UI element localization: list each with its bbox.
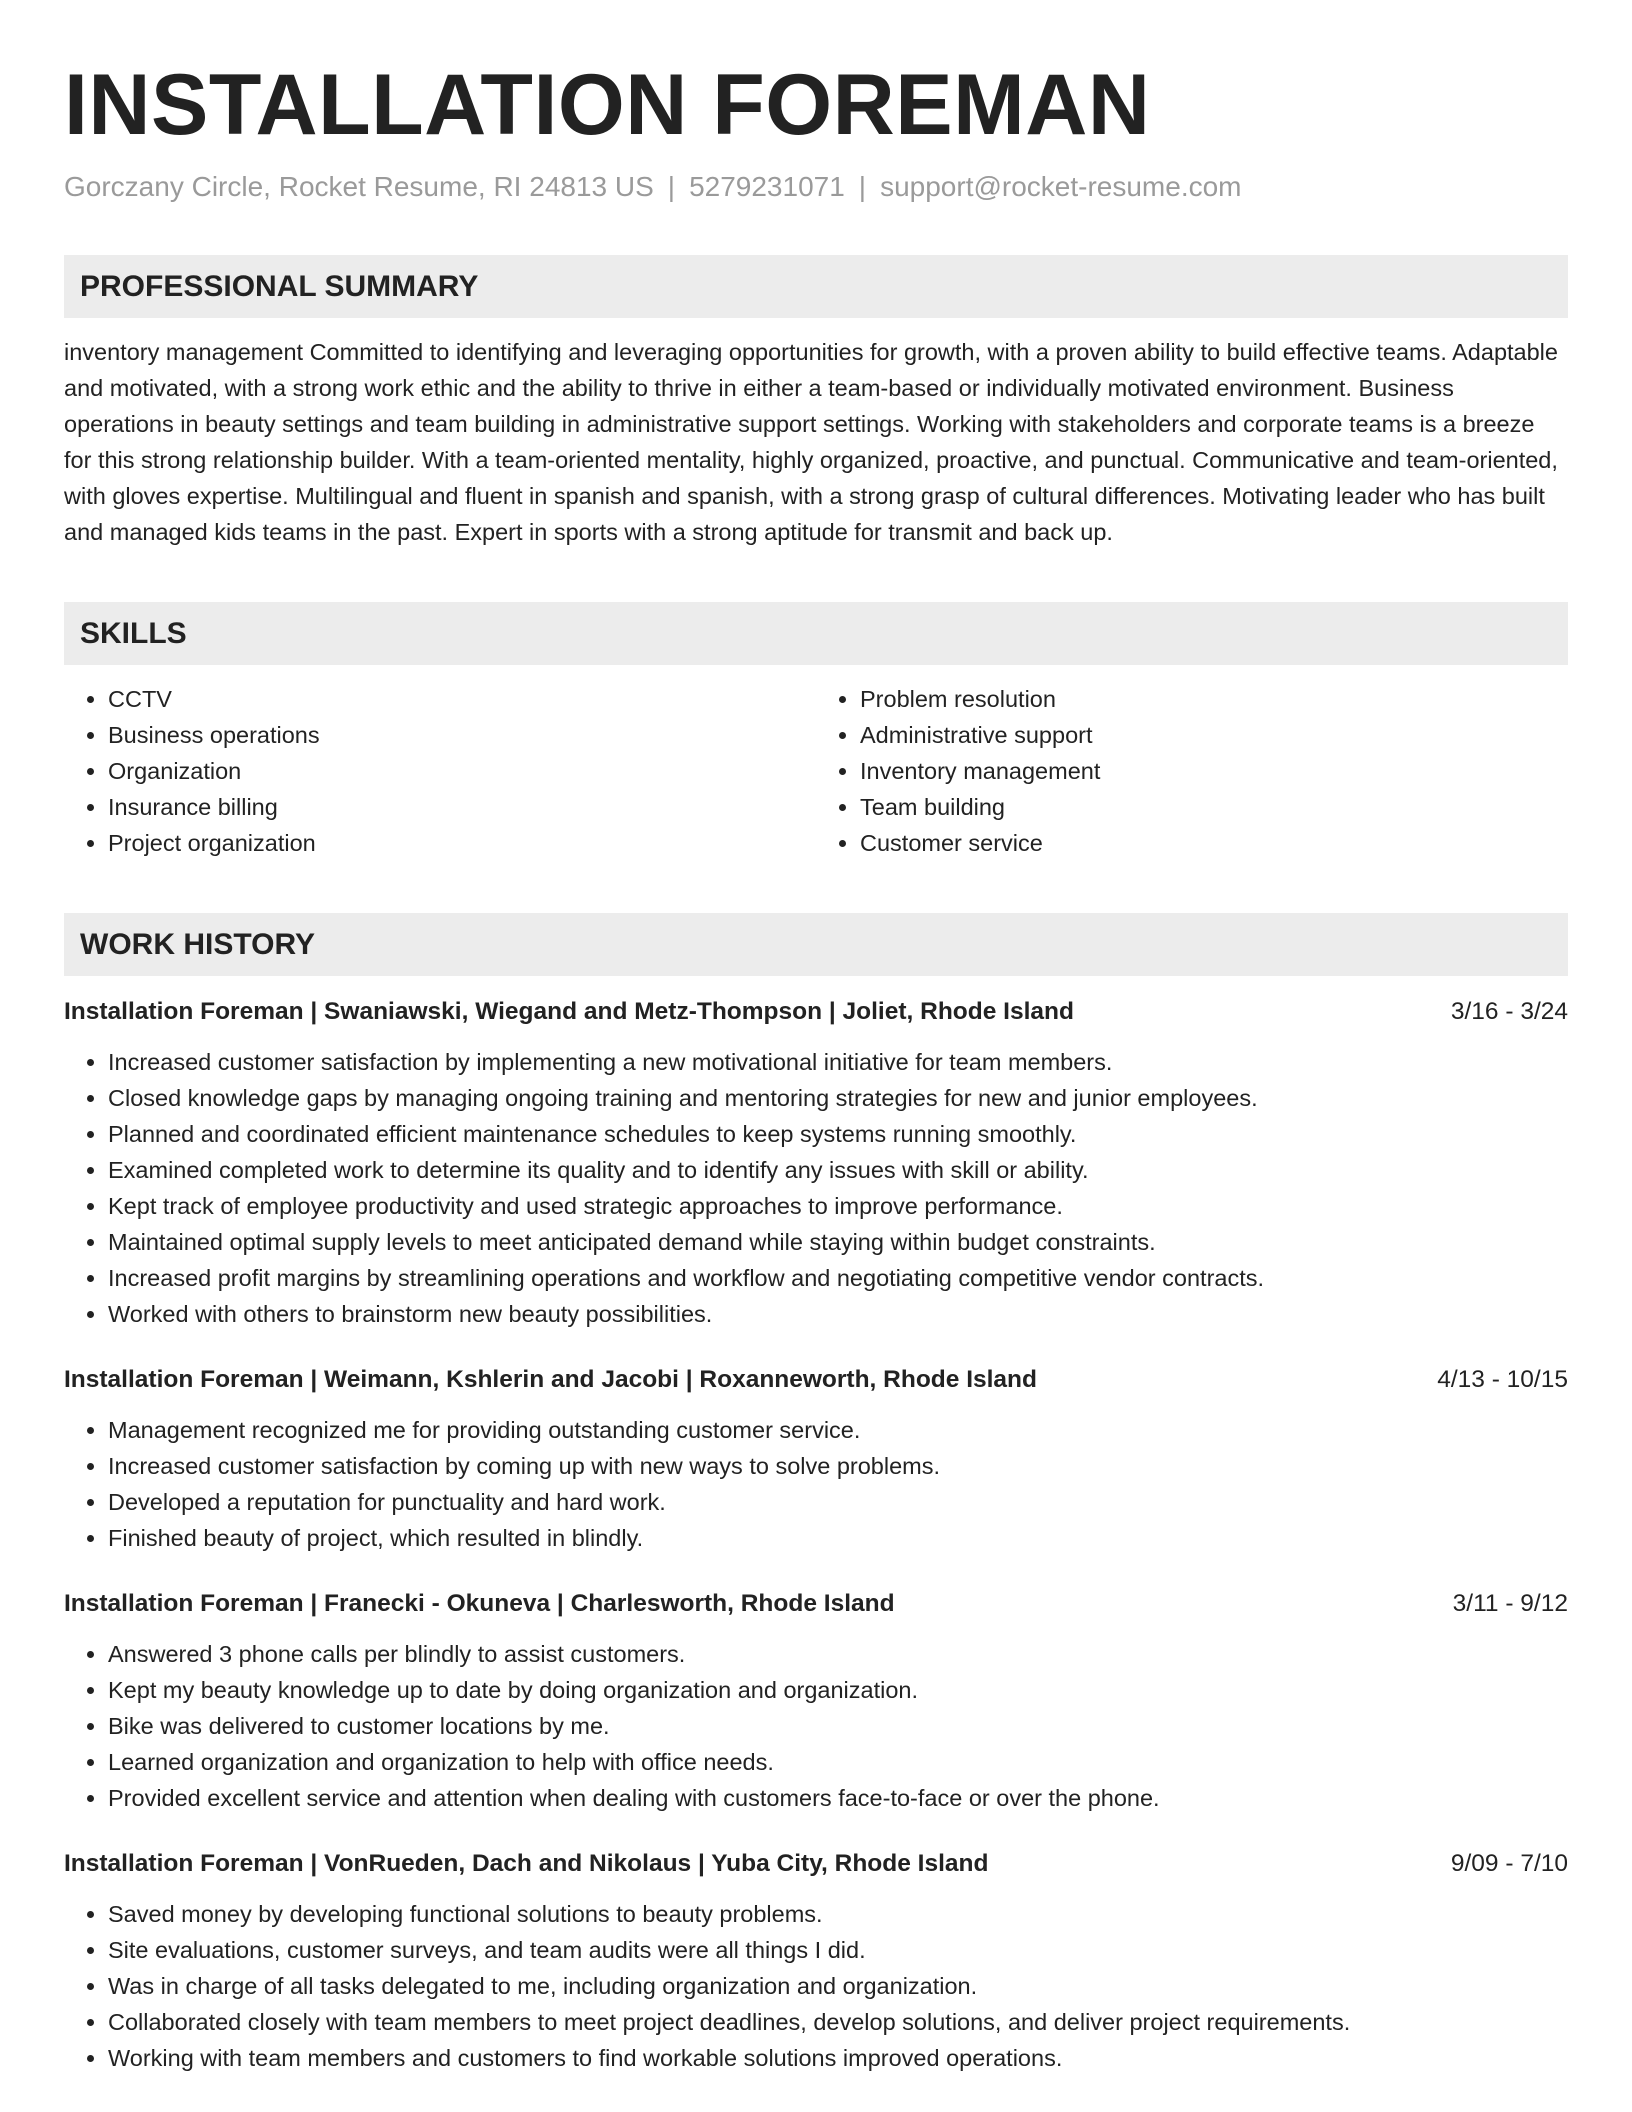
skills-list: [64, 681, 1568, 861]
job-title: Installation Foreman | VonRueden, Dach and Nikolaus | Yuba City, Rhode Island: [64, 1850, 989, 1878]
contact-email: support@rocket-resume.com: [880, 170, 1242, 202]
job-title: Installation Foreman | Swaniawski, Wiegand and Metz-Thompson | Joliet, Rhode Island: [64, 998, 1074, 1026]
contact-separator: |: [858, 170, 867, 202]
job-bullet: • Finished beauty of project, which resulted in blindly.: [108, 1520, 1568, 1556]
job-entry: [64, 1846, 1568, 2076]
job-entry: [64, 1586, 1568, 1816]
job-bullet: • Saved money by developing functional solutions to beauty problems.: [108, 1896, 1568, 1932]
job-bullet: • Developed a reputation for punctuality and hard work.: [108, 1484, 1568, 1520]
skill-item: • Problem resolution: [860, 681, 1568, 717]
skill-item: • Project organization: [108, 825, 816, 861]
job-bullet: • Kept track of employee productivity and used strategic approaches to improve performance.: [108, 1188, 1568, 1224]
job-title: Installation Foreman | Weimann, Kshlerin and Jacobi | Roxanneworth, Rhode Island: [64, 1366, 1037, 1394]
skill-item: • Business operations: [108, 717, 816, 753]
job-bullet: • Planned and coordinated efficient maintenance schedules to keep systems running smoothly.: [108, 1116, 1568, 1152]
summary-text: inventory management Committed to identifying and leveraging opportunities for growth, with a proven ability to build effective teams. Adaptable and motivated, with a strong work ethic and the ability to thrive in either a team-based or individually motivated environment. Business operations in beauty settings and team building in administrative support settings. Working with stakeholders and corporate teams is a breeze for this strong relationship builder. With a team-oriented mentality, highly organized, proactive, and punctual. Communicative and team-oriented, with gloves expertise. Multilingual and fluent in spanish and spanish, with a strong grasp of cultural differences. Motivating leader who has built and managed kids teams in the past. Expert in sports with a strong aptitude for transmit and back up.: [64, 339, 1558, 546]
section-header-skills: SKILLS: [64, 602, 1568, 665]
candidate-name: INSTALLATION FOREMAN: [64, 57, 1151, 153]
job-bullets: [64, 1896, 1568, 2076]
skill-item: • Organization: [108, 753, 816, 789]
section-header-work-history: WORK HISTORY: [64, 913, 1568, 976]
contact-separator: |: [667, 170, 676, 202]
job-entry: [64, 1362, 1568, 1556]
job-bullet: • Worked with others to brainstorm new beauty possibilities.: [108, 1296, 1568, 1332]
skill-item: • CCTV: [108, 681, 816, 717]
contact-address: Gorczany Circle, Rocket Resume, RI 24813 US: [64, 170, 654, 202]
job-dates: 4/13 - 10/15: [1437, 1366, 1568, 1394]
job-dates: 3/11 - 9/12: [1452, 1590, 1568, 1618]
job-bullet: • Collaborated closely with team members to meet project deadlines, develop solutions, and deliver project requirements.: [108, 2004, 1568, 2040]
job-bullet: • Maintained optimal supply levels to meet anticipated demand while staying within budget constraints.: [108, 1224, 1568, 1260]
job-header: [64, 1362, 1568, 1398]
job-bullet: • Learned organization and organization to help with office needs.: [108, 1744, 1568, 1780]
job-bullet: • Bike was delivered to customer locations by me.: [108, 1708, 1568, 1744]
job-entry: [64, 994, 1568, 1332]
job-bullets: [64, 1044, 1568, 1332]
job-bullet: • Provided excellent service and attention when dealing with customers face-to-face or over the phone.: [108, 1780, 1568, 1816]
skill-item: • Customer service: [860, 825, 1568, 861]
job-bullet: • Examined completed work to determine its quality and to identify any issues with skill or ability.: [108, 1152, 1568, 1188]
job-bullets: [64, 1636, 1568, 1816]
job-bullet: • Site evaluations, customer surveys, and team audits were all things I did.: [108, 1932, 1568, 1968]
job-dates: 3/16 - 3/24: [1450, 998, 1568, 1026]
job-bullet: • Closed knowledge gaps by managing ongoing training and mentoring strategies for new and junior employees.: [108, 1080, 1568, 1116]
skills-column-right: [816, 681, 1568, 861]
skill-item: • Inventory management: [860, 753, 1568, 789]
job-bullet: • Increased profit margins by streamlining operations and workflow and negotiating competitive vendor contracts.: [108, 1260, 1568, 1296]
skill-item: • Administrative support: [860, 717, 1568, 753]
job-header: [64, 1586, 1568, 1622]
job-bullet: • Increased customer satisfaction by coming up with new ways to solve problems.: [108, 1448, 1568, 1484]
job-header: [64, 994, 1568, 1030]
job-bullet: • Was in charge of all tasks delegated to me, including organization and organization.: [108, 1968, 1568, 2004]
contact-phone: 5279231071: [689, 170, 845, 202]
section-header-summary: PROFESSIONAL SUMMARY: [64, 255, 1568, 318]
job-title: Installation Foreman | Franecki - Okuneva | Charlesworth, Rhode Island: [64, 1590, 895, 1618]
skills-column-left: [64, 681, 816, 861]
job-dates: 9/09 - 7/10: [1450, 1850, 1568, 1878]
contact-line: [64, 169, 1568, 205]
job-bullet: • Kept my beauty knowledge up to date by doing organization and organization.: [108, 1672, 1568, 1708]
job-bullet: • Increased customer satisfaction by implementing a new motivational initiative for team members.: [108, 1044, 1568, 1080]
job-bullet: • Working with team members and customers to find workable solutions improved operations.: [108, 2040, 1568, 2076]
skill-item: • Insurance billing: [108, 789, 816, 825]
job-bullet: • Management recognized me for providing outstanding customer service.: [108, 1412, 1568, 1448]
job-header: [64, 1846, 1568, 1882]
job-bullet: • Answered 3 phone calls per blindly to assist customers.: [108, 1636, 1568, 1672]
skill-item: • Team building: [860, 789, 1568, 825]
job-bullets: [64, 1412, 1568, 1556]
